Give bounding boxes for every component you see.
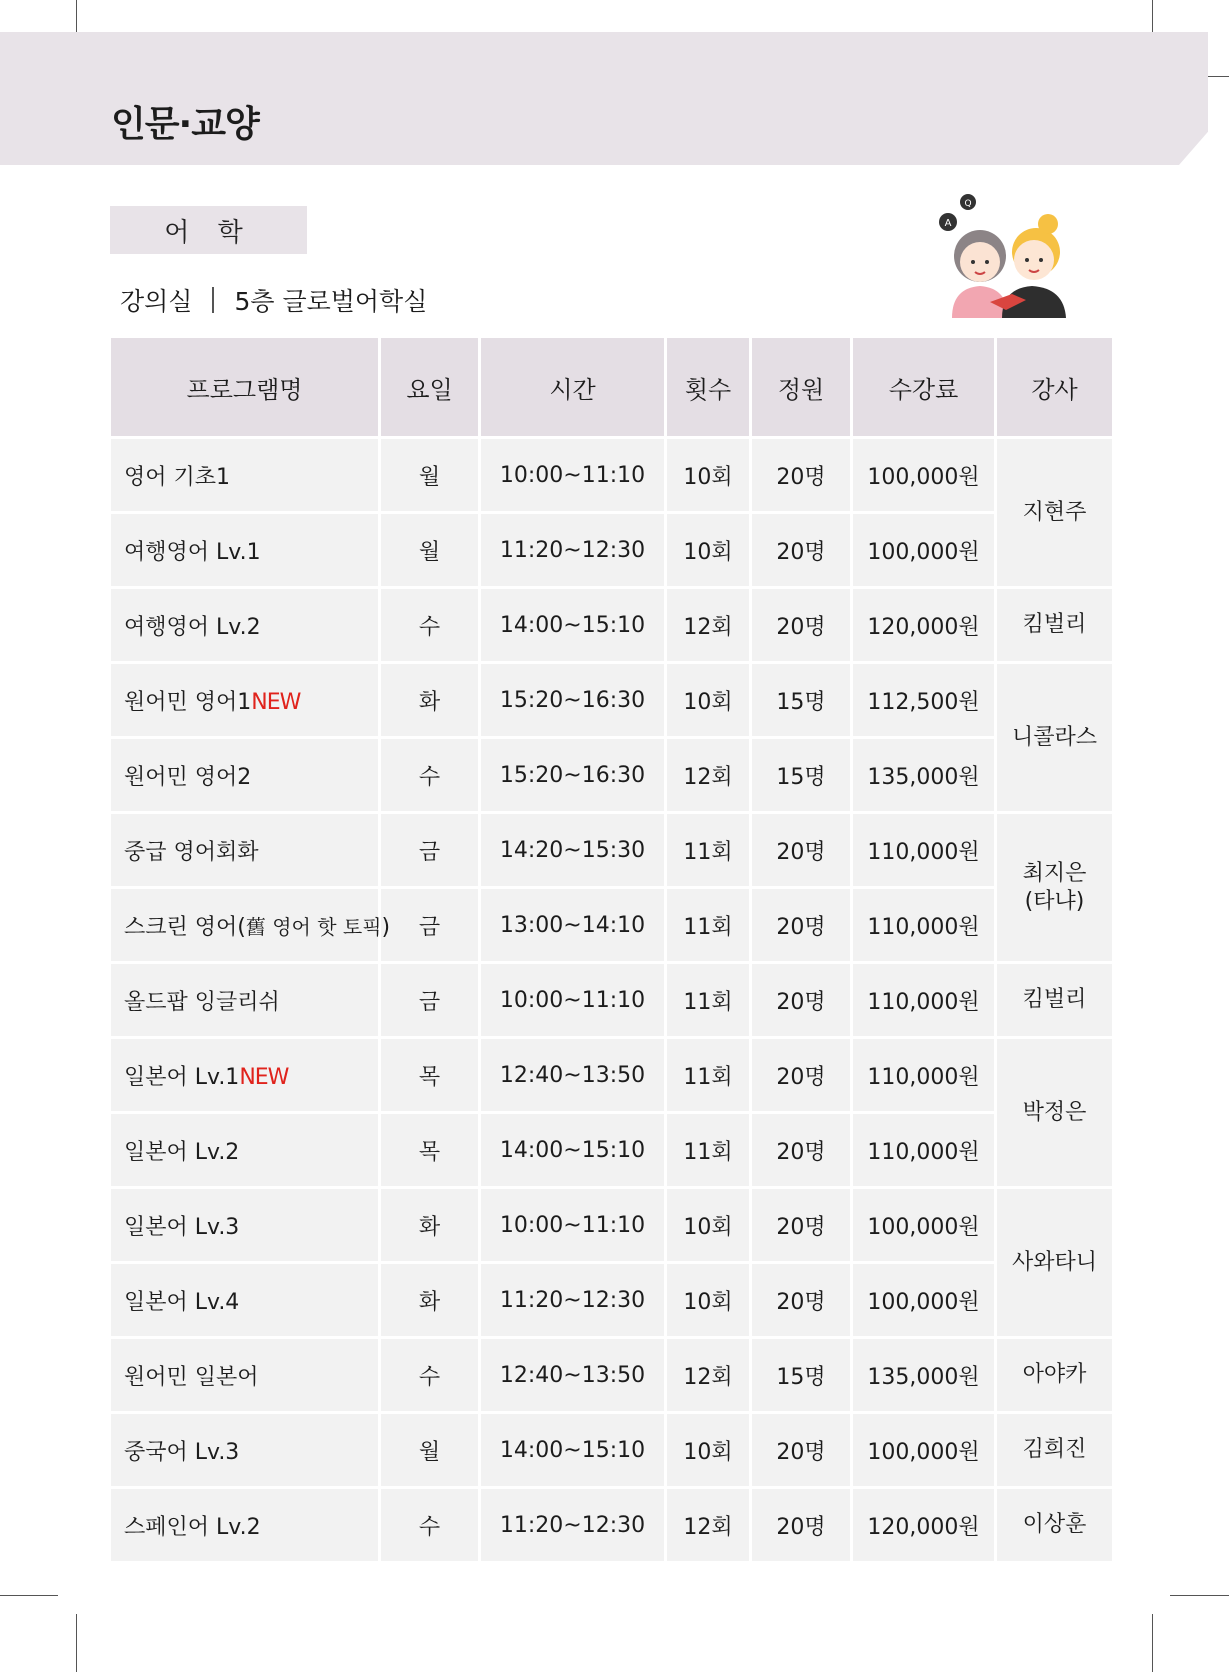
sessions-cell: 10회 bbox=[667, 664, 749, 736]
fee-cell: 110,000원 bbox=[853, 1039, 994, 1111]
time-cell: 11:20~12:30 bbox=[481, 514, 664, 586]
header-time: 시간 bbox=[481, 338, 664, 436]
capacity-cell: 20명 bbox=[752, 514, 850, 586]
day-cell: 수 bbox=[381, 589, 478, 661]
fee-cell: 120,000원 bbox=[853, 589, 994, 661]
time-cell: 11:20~12:30 bbox=[481, 1489, 664, 1561]
time-cell: 14:20~15:30 bbox=[481, 814, 664, 886]
day-cell: 목 bbox=[381, 1039, 478, 1111]
fee-cell: 135,000원 bbox=[853, 739, 994, 811]
day-cell: 목 bbox=[381, 1114, 478, 1186]
person-right-face bbox=[1014, 240, 1054, 280]
day-cell: 화 bbox=[381, 1189, 478, 1261]
fee-cell: 110,000원 bbox=[853, 814, 994, 886]
time-cell: 12:40~13:50 bbox=[481, 1339, 664, 1411]
teacher-cell: 니콜라스 bbox=[997, 664, 1112, 811]
room-value: 5층 글로벌어학실 bbox=[234, 287, 428, 316]
category-label: 어 학 bbox=[110, 206, 307, 254]
program-name bbox=[111, 1039, 378, 1111]
table-row bbox=[111, 889, 1112, 961]
day-cell: 금 bbox=[381, 889, 478, 961]
new-badge: NEW bbox=[239, 1064, 289, 1090]
program-name: 스페인어 Lv.2 bbox=[111, 1489, 378, 1561]
sessions-cell: 12회 bbox=[667, 589, 749, 661]
header-program: 프로그램명 bbox=[111, 338, 378, 436]
program-name-suffix: ) bbox=[381, 914, 391, 940]
room-divider bbox=[212, 287, 214, 313]
capacity-cell: 20명 bbox=[752, 1114, 850, 1186]
table-row bbox=[111, 1114, 1112, 1186]
header-fee: 수강료 bbox=[853, 338, 994, 436]
room-label: 강의실 bbox=[120, 287, 193, 316]
sessions-cell: 12회 bbox=[667, 1339, 749, 1411]
time-cell: 10:00~11:10 bbox=[481, 964, 664, 1036]
crop-mark bbox=[1152, 1614, 1153, 1672]
teacher-cell: 아야카 bbox=[997, 1339, 1112, 1411]
program-name: 일본어 Lv.4 bbox=[111, 1264, 378, 1336]
program-name bbox=[111, 889, 391, 961]
time-cell: 12:40~13:50 bbox=[481, 1039, 664, 1111]
person-left-face bbox=[960, 242, 1000, 282]
time-cell: 15:20~16:30 bbox=[481, 664, 664, 736]
time-cell: 14:00~15:10 bbox=[481, 589, 664, 661]
program-name-note: 舊 영어 핫 토픽 bbox=[245, 914, 382, 939]
course-schedule-table bbox=[108, 335, 1115, 1564]
capacity-cell: 20명 bbox=[752, 1189, 850, 1261]
capacity-cell: 15명 bbox=[752, 1339, 850, 1411]
time-cell: 11:20~12:30 bbox=[481, 1264, 664, 1336]
capacity-cell: 15명 bbox=[752, 664, 850, 736]
table-row bbox=[111, 814, 1112, 886]
teacher-cell bbox=[997, 814, 1112, 961]
table-row bbox=[111, 664, 1112, 736]
table-row bbox=[111, 1264, 1112, 1336]
day-cell: 금 bbox=[381, 814, 478, 886]
sessions-cell: 10회 bbox=[667, 439, 749, 511]
sessions-cell: 11회 bbox=[667, 889, 749, 961]
capacity-cell: 20명 bbox=[752, 1489, 850, 1561]
header-day: 요일 bbox=[381, 338, 478, 436]
teacher-name: 최지은 bbox=[1022, 860, 1087, 886]
day-cell: 수 bbox=[381, 1489, 478, 1561]
capacity-cell: 20명 bbox=[752, 1264, 850, 1336]
table-row bbox=[111, 1414, 1112, 1486]
fee-cell: 100,000원 bbox=[853, 1264, 994, 1336]
fee-cell: 110,000원 bbox=[853, 1114, 994, 1186]
teacher-cell: 사와타니 bbox=[997, 1189, 1112, 1336]
time-cell: 10:00~11:10 bbox=[481, 1189, 664, 1261]
table-row bbox=[111, 589, 1112, 661]
teacher-cell: 킴벌리 bbox=[997, 589, 1112, 661]
sessions-cell: 10회 bbox=[667, 1189, 749, 1261]
teacher-cell: 킴벌리 bbox=[997, 964, 1112, 1036]
program-name-text: 원어민 영어1 bbox=[124, 689, 252, 715]
fee-cell: 100,000원 bbox=[853, 1414, 994, 1486]
capacity-cell: 20명 bbox=[752, 964, 850, 1036]
table-header-row bbox=[111, 338, 1112, 436]
sessions-cell: 11회 bbox=[667, 814, 749, 886]
day-cell: 수 bbox=[381, 739, 478, 811]
time-cell: 13:00~14:10 bbox=[481, 889, 664, 961]
sessions-cell: 12회 bbox=[667, 1489, 749, 1561]
table-row bbox=[111, 1189, 1112, 1261]
fee-cell: 100,000원 bbox=[853, 439, 994, 511]
sessions-cell: 11회 bbox=[667, 964, 749, 1036]
day-cell: 월 bbox=[381, 514, 478, 586]
teacher-cell: 김희진 bbox=[997, 1414, 1112, 1486]
time-cell: 14:00~15:10 bbox=[481, 1414, 664, 1486]
program-name bbox=[111, 664, 378, 736]
program-name: 여행영어 Lv.1 bbox=[111, 514, 378, 586]
capacity-cell: 20명 bbox=[752, 889, 850, 961]
program-name: 원어민 영어2 bbox=[111, 739, 378, 811]
teacher-cell: 지현주 bbox=[997, 439, 1112, 586]
capacity-cell: 20명 bbox=[752, 1414, 850, 1486]
time-cell: 15:20~16:30 bbox=[481, 739, 664, 811]
capacity-cell: 20명 bbox=[752, 439, 850, 511]
new-badge: NEW bbox=[251, 689, 301, 715]
day-cell: 화 bbox=[381, 664, 478, 736]
sessions-cell: 11회 bbox=[667, 1039, 749, 1111]
program-name-text: 일본어 Lv.1 bbox=[124, 1064, 240, 1090]
program-name: 중국어 Lv.3 bbox=[111, 1414, 378, 1486]
time-cell: 10:00~11:10 bbox=[481, 439, 664, 511]
sessions-cell: 10회 bbox=[667, 514, 749, 586]
sessions-cell: 11회 bbox=[667, 1114, 749, 1186]
fee-cell: 112,500원 bbox=[853, 664, 994, 736]
crop-mark bbox=[76, 1614, 77, 1672]
time-cell: 14:00~15:10 bbox=[481, 1114, 664, 1186]
day-cell: 수 bbox=[381, 1339, 478, 1411]
program-name: 올드팝 잉글리쉬 bbox=[111, 964, 378, 1036]
program-name: 영어 기초1 bbox=[111, 439, 378, 511]
fee-cell: 100,000원 bbox=[853, 514, 994, 586]
capacity-cell: 20명 bbox=[752, 1039, 850, 1111]
svg-text:Q: Q bbox=[964, 199, 972, 209]
table-row bbox=[111, 1489, 1112, 1561]
page-title: 인문·교양 bbox=[111, 104, 259, 145]
fee-cell: 120,000원 bbox=[853, 1489, 994, 1561]
crop-mark bbox=[1170, 1595, 1229, 1596]
table-row bbox=[111, 964, 1112, 1036]
program-name: 일본어 Lv.3 bbox=[111, 1189, 378, 1261]
table-row bbox=[111, 1339, 1112, 1411]
table-row bbox=[111, 439, 1112, 511]
table-row bbox=[111, 514, 1112, 586]
fee-cell: 110,000원 bbox=[853, 964, 994, 1036]
fee-cell: 135,000원 bbox=[853, 1339, 994, 1411]
room-info bbox=[120, 282, 427, 318]
svg-text:A: A bbox=[944, 218, 952, 229]
teacher-cell: 박정은 bbox=[997, 1039, 1112, 1186]
fee-cell: 110,000원 bbox=[853, 889, 994, 961]
sessions-cell: 10회 bbox=[667, 1414, 749, 1486]
day-cell: 월 bbox=[381, 1414, 478, 1486]
capacity-cell: 15명 bbox=[752, 739, 850, 811]
header-capacity: 정원 bbox=[752, 338, 850, 436]
students-illustration bbox=[930, 190, 1080, 325]
table-row bbox=[111, 739, 1112, 811]
teacher-nickname: (타냐) bbox=[1024, 888, 1085, 914]
header-teacher: 강사 bbox=[997, 338, 1112, 436]
teacher-cell: 이상훈 bbox=[997, 1489, 1112, 1561]
header-sessions: 횟수 bbox=[667, 338, 749, 436]
day-cell: 화 bbox=[381, 1264, 478, 1336]
capacity-cell: 20명 bbox=[752, 814, 850, 886]
table-row bbox=[111, 1039, 1112, 1111]
sessions-cell: 10회 bbox=[667, 1264, 749, 1336]
day-cell: 금 bbox=[381, 964, 478, 1036]
crop-mark bbox=[0, 1595, 58, 1596]
fee-cell: 100,000원 bbox=[853, 1189, 994, 1261]
program-name: 중급 영어회화 bbox=[111, 814, 378, 886]
sessions-cell: 12회 bbox=[667, 739, 749, 811]
capacity-cell: 20명 bbox=[752, 589, 850, 661]
day-cell: 월 bbox=[381, 439, 478, 511]
program-name: 여행영어 Lv.2 bbox=[111, 589, 378, 661]
program-name: 원어민 일본어 bbox=[111, 1339, 378, 1411]
program-name: 일본어 Lv.2 bbox=[111, 1114, 378, 1186]
program-name-text: 스크린 영어( bbox=[124, 914, 246, 940]
